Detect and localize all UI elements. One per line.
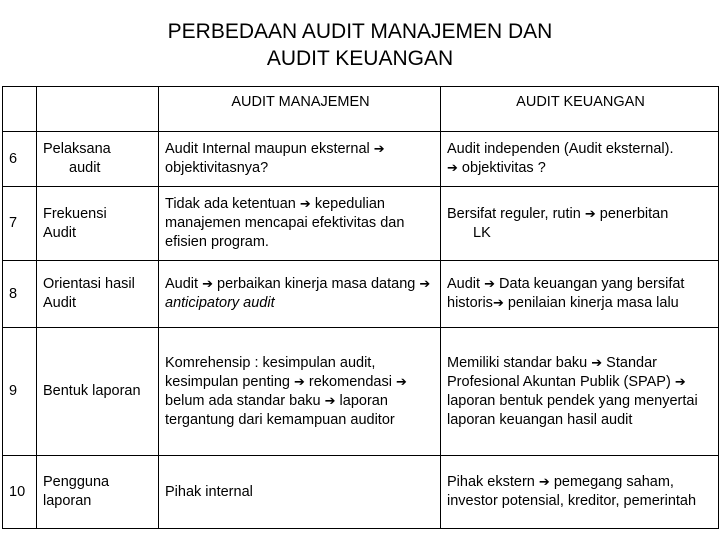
arrow-right-icon: ➔	[538, 475, 550, 490]
row-aspect: Frekuensi Audit	[37, 187, 159, 261]
table-row	[3, 328, 719, 456]
arrow-right-icon: ➔	[492, 296, 504, 311]
arrow-right-icon: ➔	[447, 161, 458, 176]
table-row	[3, 456, 719, 529]
arrow-right-icon: ➔	[419, 277, 431, 292]
row-manajemen: Pihak internal	[159, 456, 441, 529]
arrow-right-icon: ➔	[324, 393, 336, 409]
arrow-right-icon: ➔	[674, 374, 686, 390]
row-aspect: Bentuk laporan	[37, 328, 159, 456]
arrow-right-icon: ➔	[484, 277, 495, 292]
arrow-right-icon: ➔	[293, 374, 305, 390]
row-keuangan: Audit ➔ Data keuangan yang bersifat historis➔ penilaian kinerja masa lalu	[441, 261, 719, 328]
table-row	[3, 187, 719, 261]
table-row	[3, 132, 719, 187]
row-number: 6	[3, 132, 37, 187]
arrow-right-icon: ➔	[584, 206, 596, 222]
arrow-right-icon: ➔	[373, 142, 385, 157]
comparison-table	[2, 86, 719, 529]
row-aspect: Pengguna laporan	[37, 456, 159, 529]
row-number: 7	[3, 187, 37, 261]
title-line-1: PERBEDAAN AUDIT MANAJEMEN DAN	[167, 20, 553, 43]
row-manajemen: Audit Internal maupun eksternal ➔ objektivitasnya?	[159, 132, 441, 187]
title-line-2: AUDIT KEUANGAN	[266, 47, 454, 70]
header-cell-empty-2	[37, 87, 159, 132]
header-audit-keuangan: AUDIT KEUANGAN	[441, 87, 719, 132]
row-keuangan: Bersifat reguler, rutin ➔ penerbitan LK	[441, 187, 719, 261]
header-row	[3, 87, 719, 132]
row-number: 9	[3, 328, 37, 456]
row-number: 10	[3, 456, 37, 529]
row-manajemen: Komrehensip : kesimpulan audit, kesimpulan penting ➔ rekomendasi ➔ belum ada standar baku ➔ laporan tergantung dari kemampuan auditor	[159, 328, 441, 456]
row-aspect: Pelaksana audit	[37, 132, 159, 187]
arrow-right-icon: ➔	[202, 277, 213, 292]
header-cell-empty-1	[3, 87, 37, 132]
arrow-right-icon: ➔	[299, 197, 311, 212]
page-title	[0, 18, 720, 72]
arrow-right-icon: ➔	[395, 374, 407, 390]
row-keuangan: Audit independen (Audit eksternal). ➔ objektivitas ?	[441, 132, 719, 187]
row-keuangan: Pihak ekstern ➔ pemegang saham, investor potensial, kreditor, pemerintah	[441, 456, 719, 529]
row-aspect: Orientasi hasil Audit	[37, 261, 159, 328]
arrow-right-icon: ➔	[591, 355, 603, 371]
row-manajemen: Audit ➔ perbaikan kinerja masa datang ➔ anticipatory audit	[159, 261, 441, 328]
row-manajemen: Tidak ada ketentuan ➔ kepedulian manajemen mencapai efektivitas dan efisien program.	[159, 187, 441, 261]
row-keuangan: Memiliki standar baku ➔ Standar Profesional Akuntan Publik (SPAP) ➔ laporan bentuk pendek yang menyertai laporan keuangan hasil audit	[441, 328, 719, 456]
table-row	[3, 261, 719, 328]
row-number: 8	[3, 261, 37, 328]
header-audit-manajemen: AUDIT MANAJEMEN	[159, 87, 441, 132]
